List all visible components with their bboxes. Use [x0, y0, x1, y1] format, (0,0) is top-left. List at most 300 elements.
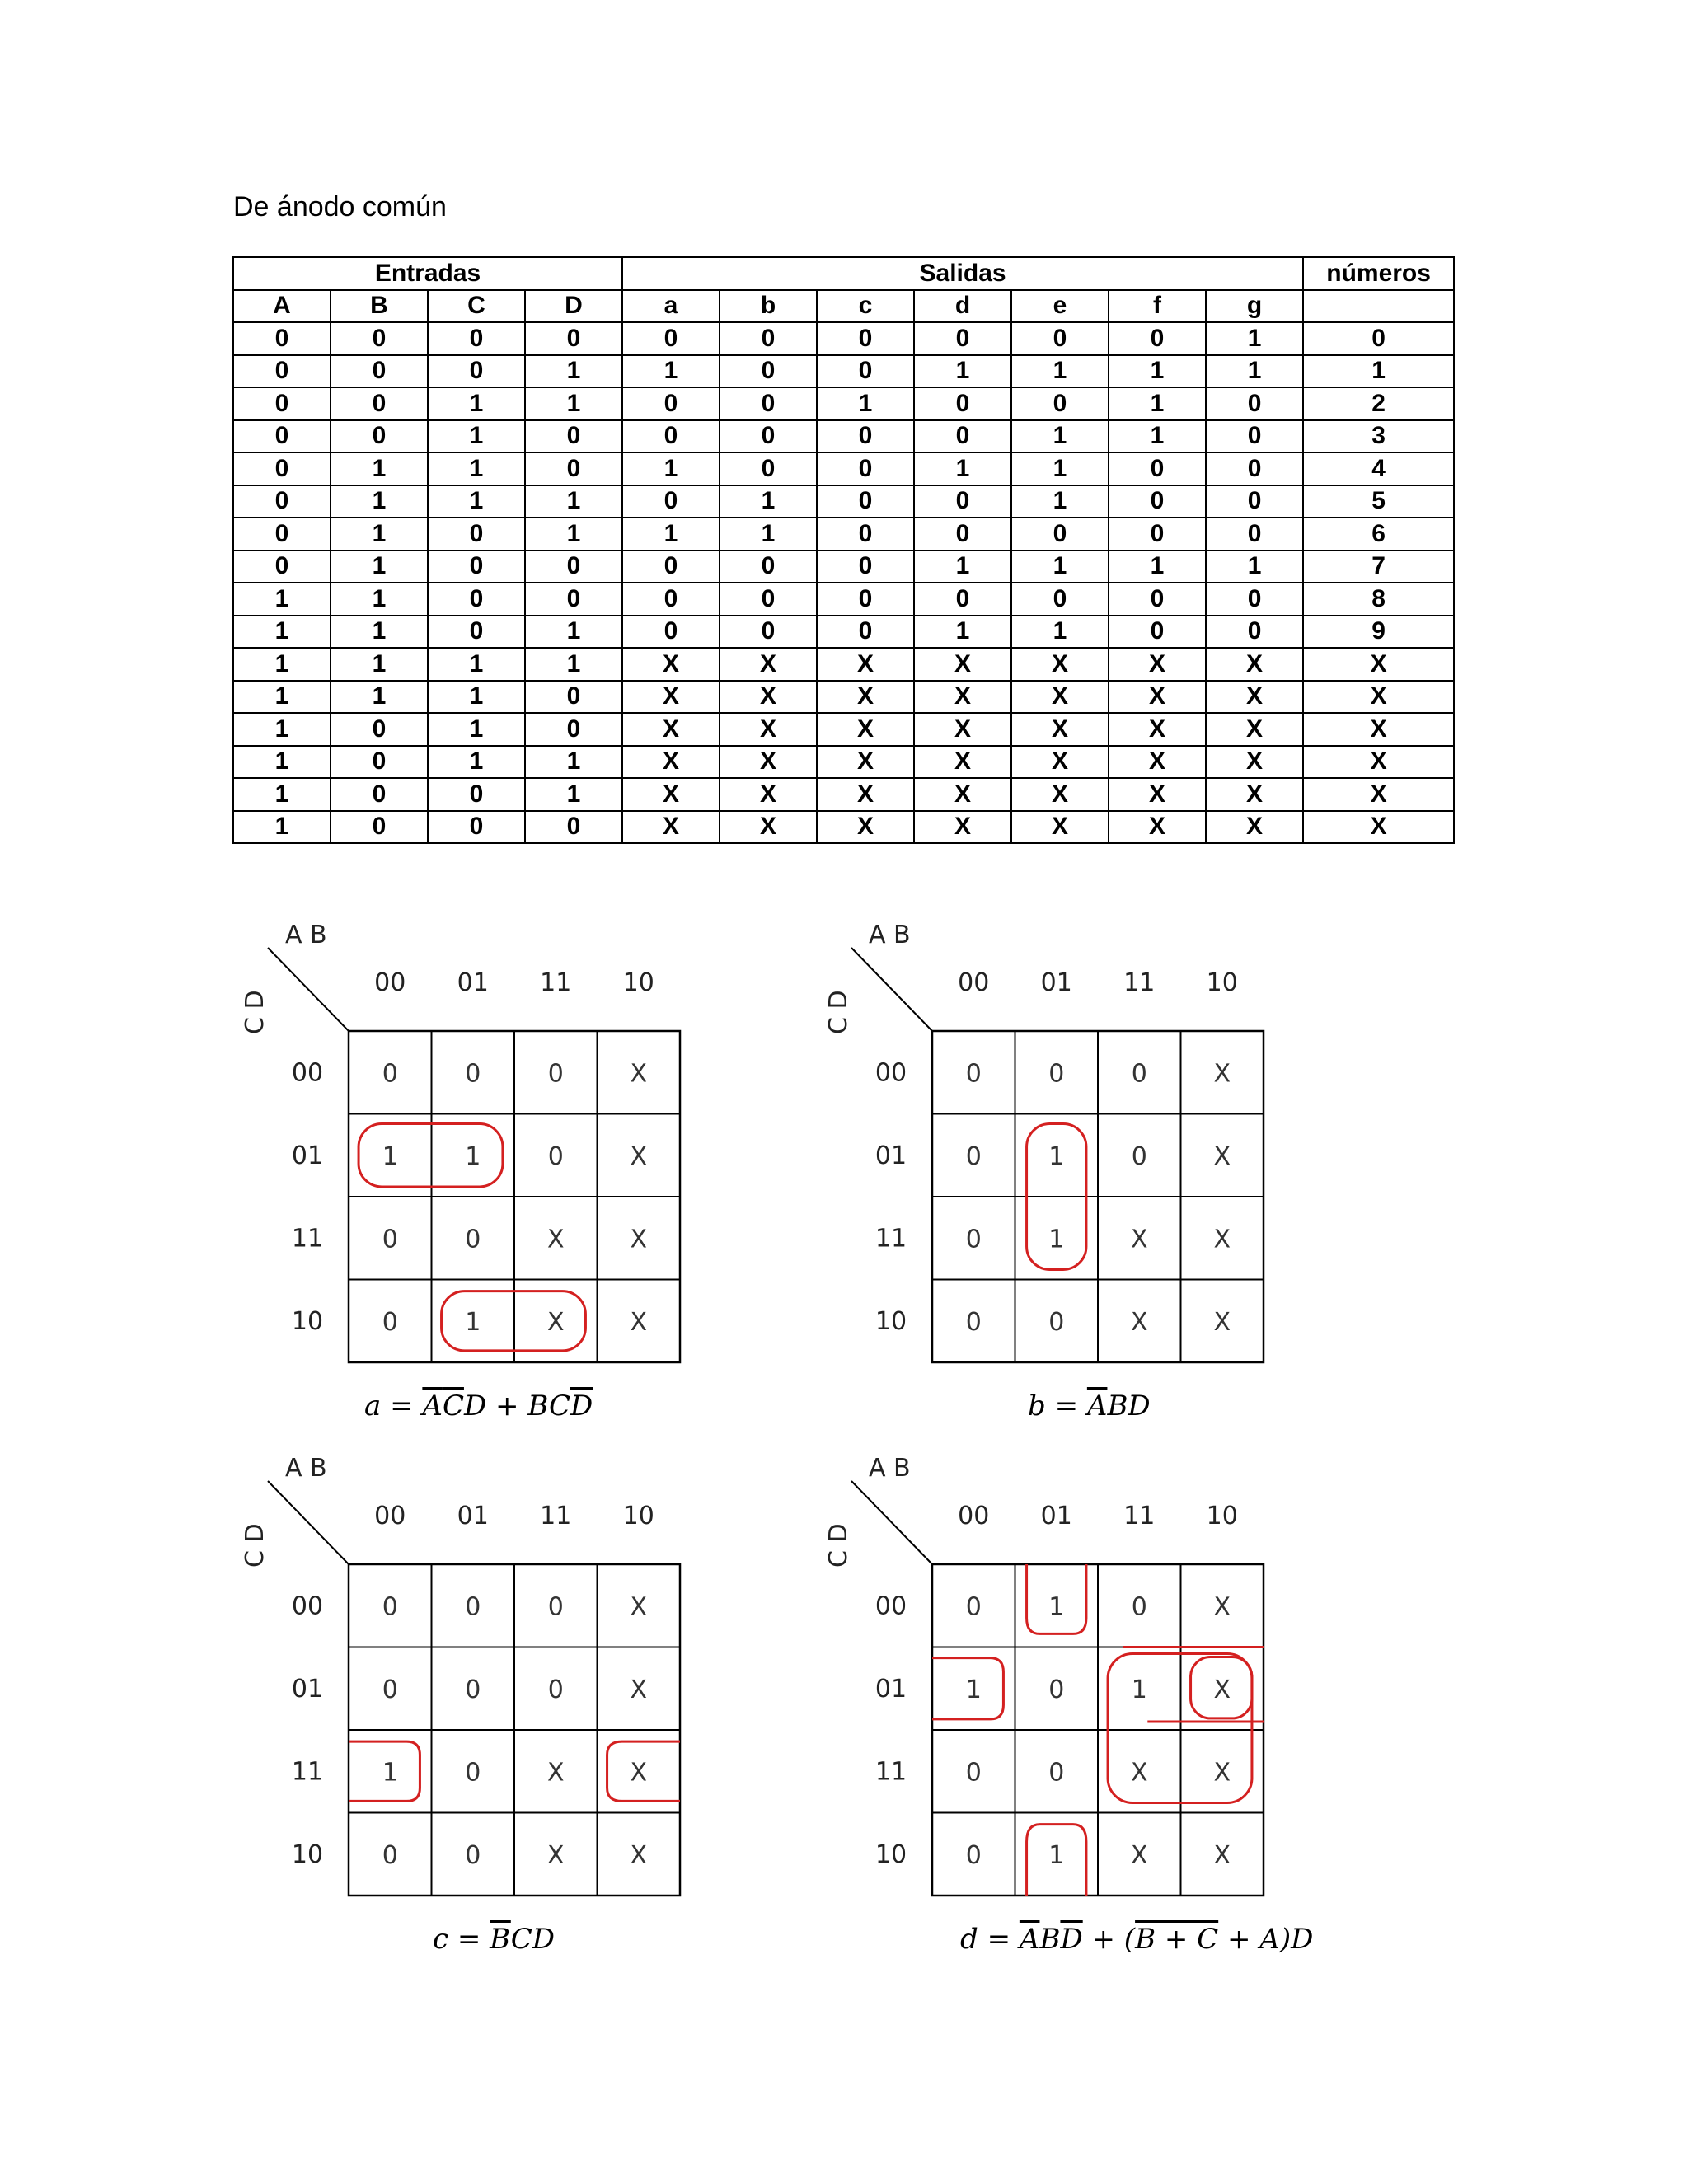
kmap-col-header: 11	[1123, 968, 1156, 997]
table-cell: X	[914, 778, 1011, 811]
table-cell: 0	[1206, 387, 1303, 420]
kmap-col-header: 01	[1040, 968, 1072, 997]
table-cell: 0	[525, 811, 622, 844]
kmap-col-header: 00	[958, 968, 990, 997]
table-cell: 2	[1303, 387, 1454, 420]
formula-term: $\overline{A}$	[422, 1390, 443, 1422]
table-cell: 0	[720, 583, 817, 616]
table-cell: X	[720, 811, 817, 844]
table-cell: 1	[720, 518, 817, 551]
truth-table	[232, 256, 1455, 844]
table-cell: 0	[914, 420, 1011, 453]
kmap-cell: 0	[965, 1059, 982, 1089]
kmap-col-header: 10	[1206, 968, 1238, 997]
table-cell: 1	[525, 518, 622, 551]
kmap-cell: 0	[1131, 1592, 1147, 1622]
kmap-row-header: 00	[874, 1591, 907, 1621]
kmap-cell: 0	[547, 1059, 564, 1089]
table-cell: 0	[1109, 583, 1206, 616]
table-cell: X	[1109, 778, 1206, 811]
formula-term: + A)D	[1218, 1923, 1314, 1956]
table-cell: X	[622, 681, 720, 714]
table-cell: 1	[525, 648, 622, 681]
table-cell: 1	[1011, 452, 1109, 485]
kmap-col-header: 00	[958, 1502, 990, 1530]
kmap-row-header: 10	[874, 1840, 907, 1869]
table-cell: 0	[622, 551, 720, 583]
table-cell: 1	[1206, 551, 1303, 583]
table-cell: 1	[233, 616, 331, 649]
kmap-col-header: 00	[374, 1502, 406, 1530]
kmap-cell: 0	[382, 1592, 398, 1622]
table-cell: 0	[1011, 322, 1109, 355]
table-row	[233, 616, 1454, 649]
kmap-cell: 1	[382, 1758, 398, 1788]
kmap-cell: X	[1213, 1840, 1231, 1870]
table-cell: 1	[1206, 355, 1303, 388]
table-cell: 1	[622, 452, 720, 485]
table-cell: 0	[1011, 583, 1109, 616]
table-cell: 0	[720, 616, 817, 649]
table-cell: 0	[331, 355, 428, 388]
table-cell: 0	[428, 551, 525, 583]
kmap-row-header: 00	[291, 1058, 324, 1088]
kmap-cell: X	[1213, 1592, 1231, 1622]
table-cell: 0	[1109, 518, 1206, 551]
table-cell: 0	[525, 583, 622, 616]
table-row	[233, 452, 1454, 485]
table-cell: X	[817, 713, 914, 746]
formula-b	[1028, 1390, 1151, 1422]
kmap-row-header: 11	[291, 1757, 324, 1787]
table-cell: 1	[331, 681, 428, 714]
table-cell: 0	[817, 485, 914, 518]
table-row	[233, 355, 1454, 388]
kmap-cell: 1	[1048, 1141, 1065, 1171]
table-cell: 0	[525, 713, 622, 746]
formula-term: +	[486, 1390, 528, 1422]
kmap-col-header: 10	[1206, 1502, 1238, 1530]
kmap-cell: 0	[465, 1225, 481, 1254]
table-cell: 1	[428, 648, 525, 681]
table-cell: 0	[428, 616, 525, 649]
kmap-cell: X	[630, 1675, 648, 1704]
kmap-cell: X	[1213, 1675, 1231, 1704]
table-cell: 1	[720, 485, 817, 518]
table-cell: 1	[233, 713, 331, 746]
table-cell: X	[720, 713, 817, 746]
formula-lhs: b =	[1028, 1390, 1087, 1422]
table-cell: 1	[331, 551, 428, 583]
kmap-cell: X	[1130, 1307, 1148, 1337]
table-cell: 0	[428, 583, 525, 616]
table-cell: X	[1206, 811, 1303, 844]
table-cell: 0	[1206, 420, 1303, 453]
table-cell: 0	[1206, 616, 1303, 649]
table-cell: 0	[428, 518, 525, 551]
kmap-ab-label: A B	[285, 921, 327, 949]
header-numeros: números	[1303, 257, 1454, 290]
column-header-row	[233, 290, 1454, 323]
formula-a	[364, 1390, 593, 1422]
table-cell: 1	[331, 485, 428, 518]
kmap-ab-label: A B	[869, 1454, 911, 1483]
group-header-row	[233, 257, 1454, 290]
table-cell: 0	[720, 322, 817, 355]
kmap-svg	[818, 923, 1494, 1451]
table-cell: 0	[817, 616, 914, 649]
table-cell: 0	[817, 420, 914, 453]
table-cell: 0	[720, 420, 817, 453]
kmap-cell: 0	[965, 1141, 982, 1171]
table-cell: 1	[331, 648, 428, 681]
page-title: De ánodo común	[233, 191, 447, 223]
kmap-svg	[818, 1456, 1494, 1984]
table-cell: X	[720, 778, 817, 811]
table-cell: X	[622, 713, 720, 746]
formula-term: $\overline{A}$	[1086, 1390, 1108, 1422]
kmap-cell: X	[630, 1307, 648, 1337]
column-header-c: c	[817, 290, 914, 323]
table-cell: 1	[233, 681, 331, 714]
table-cell: X	[1303, 811, 1454, 844]
table-cell: 7	[1303, 551, 1454, 583]
header-entradas: Entradas	[233, 257, 622, 290]
table-cell: 0	[331, 713, 428, 746]
table-cell: 0	[817, 518, 914, 551]
kmap-cell: X	[1213, 1758, 1231, 1788]
kmap-c	[235, 1456, 911, 1984]
table-cell: 9	[1303, 616, 1454, 649]
table-cell: 0	[1206, 583, 1303, 616]
table-body	[233, 322, 1454, 843]
table-cell: 0	[331, 811, 428, 844]
table-row	[233, 583, 1454, 616]
table-cell: X	[622, 811, 720, 844]
table-cell: 1	[1011, 551, 1109, 583]
table-cell: 0	[331, 746, 428, 779]
table-cell: 0	[914, 322, 1011, 355]
table-cell: 0	[233, 420, 331, 453]
table-cell: X	[914, 681, 1011, 714]
kmap-cell: 0	[1048, 1758, 1065, 1788]
kmap-col-header: 01	[457, 968, 489, 997]
table-cell: X	[720, 681, 817, 714]
kmap-row-header: 11	[874, 1757, 907, 1787]
table-row	[233, 420, 1454, 453]
table-cell: 1	[233, 746, 331, 779]
formula-term: $\overline{A}$	[1019, 1923, 1040, 1956]
table-cell: 0	[525, 551, 622, 583]
kmap-row-header: 10	[291, 1306, 324, 1336]
table-cell: 1	[1011, 420, 1109, 453]
formula-term: B + C	[1135, 1923, 1219, 1956]
kmap-cell: 0	[547, 1592, 564, 1622]
kmap-cell: 0	[1048, 1675, 1065, 1704]
table-cell: 0	[331, 322, 428, 355]
table-cell: 0	[428, 778, 525, 811]
kmap-cell: X	[630, 1059, 648, 1089]
table-cell: X	[914, 648, 1011, 681]
table-cell: X	[720, 746, 817, 779]
kmap-cell: X	[630, 1592, 648, 1622]
kmap-cell: 1	[1048, 1592, 1065, 1622]
table-cell: 0	[1109, 322, 1206, 355]
table-cell: X	[1206, 713, 1303, 746]
table-cell: 0	[817, 583, 914, 616]
table-cell: 0	[525, 681, 622, 714]
table-row	[233, 713, 1454, 746]
table-cell: 1	[914, 551, 1011, 583]
table-cell: 1	[525, 746, 622, 779]
kmap-cell: 1	[1048, 1225, 1065, 1254]
table-cell: 0	[233, 387, 331, 420]
table-cell: 1	[233, 811, 331, 844]
kmap-diagonal	[268, 948, 349, 1031]
table-cell: X	[1303, 778, 1454, 811]
table-cell: X	[817, 648, 914, 681]
kmap-cell: 0	[965, 1592, 982, 1622]
table-cell: 1	[525, 387, 622, 420]
table-cell: X	[1109, 713, 1206, 746]
table-cell: 1	[428, 452, 525, 485]
table-cell: 0	[525, 420, 622, 453]
kmap-row-header: 11	[874, 1224, 907, 1254]
column-header-C: C	[428, 290, 525, 323]
table-cell: 0	[331, 778, 428, 811]
table-cell: 1	[914, 616, 1011, 649]
table-row	[233, 387, 1454, 420]
table-cell: 0	[233, 518, 331, 551]
table-cell: X	[1011, 681, 1109, 714]
table-cell: X	[1303, 746, 1454, 779]
table-row	[233, 485, 1454, 518]
kmap-a	[235, 923, 911, 1451]
table-cell: X	[817, 746, 914, 779]
table-cell: 6	[1303, 518, 1454, 551]
kmap-cell: 1	[382, 1141, 398, 1171]
table-cell: 1	[525, 355, 622, 388]
table-cell: 1	[428, 387, 525, 420]
table-cell: 1	[233, 583, 331, 616]
table-cell: X	[622, 746, 720, 779]
table-cell: 1	[525, 485, 622, 518]
table-cell: 1	[331, 452, 428, 485]
kmap-cell: X	[1130, 1758, 1148, 1788]
column-header-g: g	[1206, 290, 1303, 323]
kmap-d	[818, 1456, 1494, 1984]
table-cell: X	[1206, 778, 1303, 811]
kmap-cell: 0	[465, 1059, 481, 1089]
formula-term: CD	[510, 1923, 556, 1956]
table-cell: X	[817, 778, 914, 811]
formula-term: B	[1039, 1923, 1061, 1956]
kmap-row-header: 01	[874, 1141, 907, 1170]
table-cell: X	[1206, 648, 1303, 681]
kmap-cell: X	[546, 1225, 565, 1254]
formula-term: $\overline{B}$	[490, 1923, 511, 1956]
table-cell: X	[1011, 778, 1109, 811]
table-cell: X	[1011, 648, 1109, 681]
kmap-col-header: 10	[622, 1502, 654, 1530]
table-cell: 1	[1011, 616, 1109, 649]
kmap-cell: 0	[382, 1307, 398, 1337]
kmap-diagonal	[268, 1481, 349, 1564]
kmap-cd-label: C D	[241, 990, 270, 1034]
table-cell: 0	[428, 322, 525, 355]
table-cell: X	[622, 778, 720, 811]
table-cell: X	[622, 648, 720, 681]
table-cell: 1	[233, 778, 331, 811]
kmap-cell: X	[1130, 1225, 1148, 1254]
kmap-diagonal	[851, 1481, 932, 1564]
kmap-row-header: 01	[291, 1674, 324, 1704]
kmap-col-header: 11	[540, 1502, 572, 1530]
kmap-cell: 0	[547, 1141, 564, 1171]
formula-d	[960, 1923, 1313, 1956]
formula-term: + (	[1082, 1923, 1136, 1956]
table-row	[233, 811, 1454, 844]
formula-term: BC	[528, 1390, 570, 1422]
column-header-d: d	[914, 290, 1011, 323]
table-cell: X	[914, 746, 1011, 779]
table-cell: 1	[1109, 387, 1206, 420]
table-cell: X	[1011, 746, 1109, 779]
kmap-col-header: 00	[374, 968, 406, 997]
kmap-cell: X	[630, 1225, 648, 1254]
table-cell: 0	[1303, 322, 1454, 355]
table-cell: 1	[914, 452, 1011, 485]
kmap-cell: X	[1213, 1225, 1231, 1254]
kmap-cell: 1	[1048, 1840, 1065, 1870]
kmap-col-header: 01	[457, 1502, 489, 1530]
table-cell: 1	[525, 616, 622, 649]
kmap-cell: 1	[1131, 1675, 1147, 1704]
table-cell: X	[1109, 681, 1206, 714]
table-cell: 0	[1206, 485, 1303, 518]
kmap-cell: X	[1130, 1840, 1148, 1870]
kmap-ab-label: A B	[285, 1454, 327, 1483]
kmap-row-header: 01	[291, 1141, 324, 1170]
table-cell: 4	[1303, 452, 1454, 485]
table-cell: 3	[1303, 420, 1454, 453]
kmap-cell: X	[1213, 1059, 1231, 1089]
table-cell: 1	[1011, 485, 1109, 518]
table-cell: 1	[817, 387, 914, 420]
kmap-cell: 1	[965, 1675, 982, 1704]
column-header-a: a	[622, 290, 720, 323]
table-row	[233, 551, 1454, 583]
table-cell: 0	[914, 387, 1011, 420]
table-cell: 1	[914, 355, 1011, 388]
table-cell: 0	[817, 322, 914, 355]
table-cell: 1	[1109, 551, 1206, 583]
kmap-col-header: 11	[540, 968, 572, 997]
kmap-cell: 0	[965, 1307, 982, 1337]
table-cell: X	[914, 713, 1011, 746]
kmap-cell: X	[630, 1758, 648, 1788]
kmap-cell: X	[1213, 1141, 1231, 1171]
table-cell: 0	[622, 420, 720, 453]
kmap-cell: 0	[465, 1758, 481, 1788]
formula-lhs: c =	[433, 1923, 490, 1956]
table-row	[233, 778, 1454, 811]
table-cell: X	[1109, 648, 1206, 681]
table-cell: 0	[622, 485, 720, 518]
kmap-cell: X	[1213, 1307, 1231, 1337]
table-cell: 1	[1303, 355, 1454, 388]
kmap-svg	[235, 923, 911, 1451]
kmap-cell: 0	[1131, 1141, 1147, 1171]
kmap-cell: X	[546, 1758, 565, 1788]
table-cell: 0	[1011, 387, 1109, 420]
table-cell: X	[1303, 681, 1454, 714]
table-cell: 1	[233, 648, 331, 681]
table-cell: 0	[914, 485, 1011, 518]
table-cell: 0	[817, 452, 914, 485]
table-cell: X	[1109, 811, 1206, 844]
table-cell: 0	[525, 322, 622, 355]
table-cell: 1	[331, 616, 428, 649]
table-cell: 1	[622, 355, 720, 388]
formula-lhs: a =	[364, 1390, 423, 1422]
kmap-cd-label: C D	[824, 990, 853, 1034]
loop	[359, 1124, 503, 1187]
table-cell: 0	[1109, 616, 1206, 649]
table-cell: 0	[1109, 452, 1206, 485]
kmap-cell: 0	[1048, 1059, 1065, 1089]
kmap-cell: 0	[465, 1675, 481, 1704]
kmap-cd-label: C D	[241, 1523, 270, 1568]
kmap-cell: 1	[465, 1141, 481, 1171]
table-cell: X	[720, 648, 817, 681]
formula-term: $\overline{C}$	[442, 1390, 464, 1422]
table-cell: 1	[622, 518, 720, 551]
kmap-svg	[235, 1456, 911, 1984]
column-header-A: A	[233, 290, 331, 323]
table-cell: 1	[1011, 355, 1109, 388]
kmap-col-header: 10	[622, 968, 654, 997]
kmap-cell: X	[630, 1840, 648, 1870]
table-cell: 1	[525, 778, 622, 811]
table-cell: X	[1011, 811, 1109, 844]
table-cell: 0	[331, 420, 428, 453]
table-cell: 0	[817, 551, 914, 583]
table-cell: X	[914, 811, 1011, 844]
column-header-D: D	[525, 290, 622, 323]
kmap-cell: 0	[965, 1758, 982, 1788]
table-row	[233, 681, 1454, 714]
kmap-row-header: 00	[874, 1058, 907, 1088]
kmap-cell: X	[630, 1141, 648, 1171]
kmap-cell: X	[546, 1840, 565, 1870]
kmap-cell: X	[546, 1307, 565, 1337]
kmap-cell: 0	[1131, 1059, 1147, 1089]
table-cell: X	[1206, 681, 1303, 714]
kmap-row-header: 00	[291, 1591, 324, 1621]
table-cell: 0	[1109, 485, 1206, 518]
kmap-cell: 0	[1048, 1307, 1065, 1337]
kmap-cd-label: C D	[824, 1523, 853, 1568]
table-cell: X	[1109, 746, 1206, 779]
table-cell: 0	[331, 387, 428, 420]
table-cell: 0	[622, 322, 720, 355]
kmap-cell: 0	[965, 1225, 982, 1254]
table-cell: 0	[817, 355, 914, 388]
table-cell: 8	[1303, 583, 1454, 616]
table-cell: 1	[1109, 420, 1206, 453]
table-cell: 0	[233, 452, 331, 485]
